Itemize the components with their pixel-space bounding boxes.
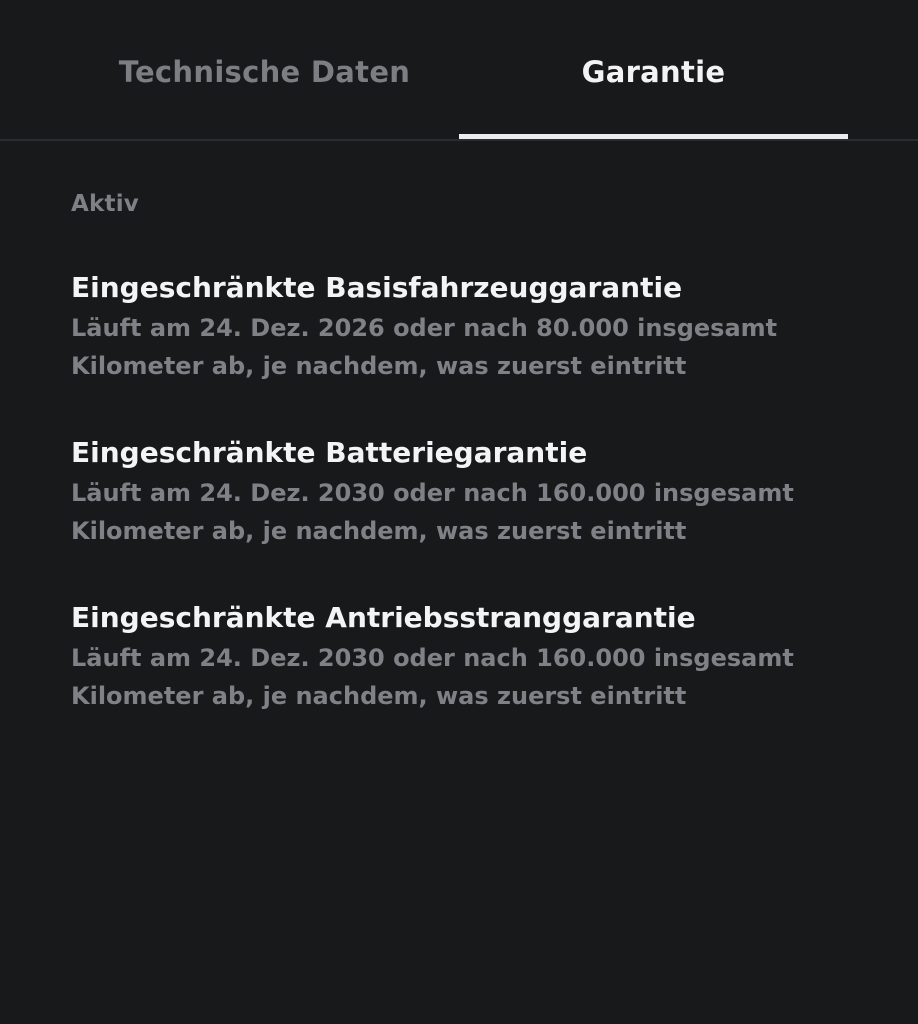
warranty-description	[71, 474, 811, 550]
warranty-title: Eingeschränkte Basisfahrzeuggarantie	[71, 271, 683, 304]
warranty-description-line2: Kilometer ab, je nachdem, was zuerst eintritt	[71, 682, 687, 710]
warranty-description	[71, 309, 811, 385]
tab-garantie[interactable]: Garantie	[581, 55, 726, 89]
tab-bar	[0, 0, 918, 141]
warranty-title: Eingeschränkte Antriebsstranggarantie	[71, 601, 696, 634]
active-tab-indicator	[459, 134, 848, 139]
warranty-item-batterie	[71, 435, 878, 550]
warranty-item-basis	[71, 270, 878, 385]
warranty-description	[71, 639, 811, 715]
warranty-description-line1: Läuft am 24. Dez. 2030 oder nach 160.000 insgesamt	[71, 644, 794, 672]
tab-technische-daten[interactable]: Technische Daten	[118, 55, 411, 89]
warranty-description-line2: Kilometer ab, je nachdem, was zuerst eintritt	[71, 352, 687, 380]
warranty-description-line1: Läuft am 24. Dez. 2030 oder nach 160.000 insgesamt	[71, 479, 794, 507]
warranty-content	[0, 191, 918, 715]
warranty-description-line1: Läuft am 24. Dez. 2026 oder nach 80.000 insgesamt	[71, 314, 778, 342]
warranty-title: Eingeschränkte Batteriegarantie	[71, 436, 588, 469]
section-label-aktiv: Aktiv	[71, 191, 139, 217]
warranty-item-antriebsstrang	[71, 600, 878, 715]
warranty-description-line2: Kilometer ab, je nachdem, was zuerst eintritt	[71, 517, 687, 545]
